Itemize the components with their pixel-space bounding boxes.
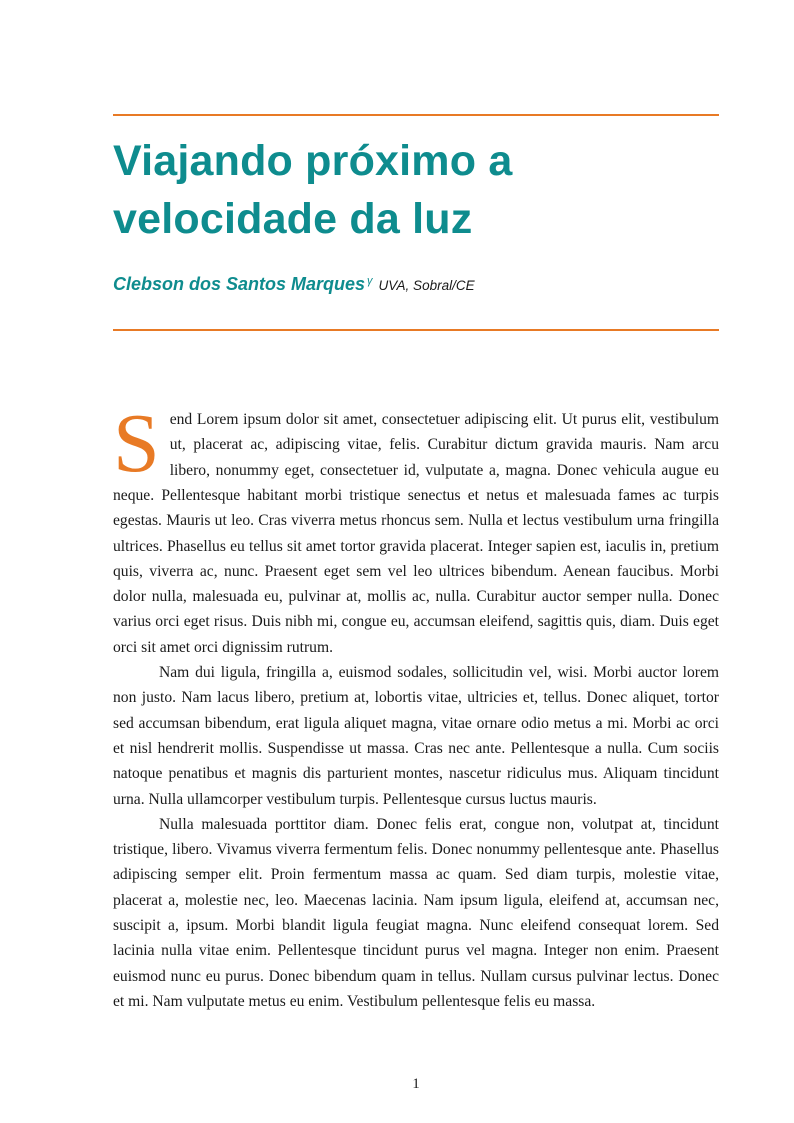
author-rule	[113, 329, 719, 331]
paragraph-1-text: end Lorem ipsum dolor sit amet, consectetuer adipiscing elit. Ut purus elit, vestibulum ut, placerat ac, adipiscing vitae, felis. Curabitur dictum gravida mauris. Nam arcu libero, nonummy eget, consectetuer id, vulputate a, magna. Donec vehicula augue eu neque. Pellentesque habitant morbi tristique senectus et netus et malesuada fames ac turpis egestas. Mauris ut leo. Cras viverra metus rhoncus sem. Nulla et lectus vestibulum urna fringilla ultrices. Phasellus eu tellus sit amet tortor gravida placerat. Integer sapien est, iaculis in, pretium quis, viverra ac, nunc. Praesent eget sem vel leo ultrices bibendum. Aenean faucibus. Morbi dolor nulla, malesuada eu, pulvinar at, mollis ac, nulla. Curabitur auctor semper nulla. Donec varius orci eget risus. Duis nibh mi, congue eu, accumsan eleifend, sagittis quis, diam. Duis eget orci sit amet orci dignissim rutrum.	[113, 411, 719, 656]
paragraph-3: Nulla malesuada porttitor diam. Donec felis erat, congue non, volutpat at, tincidunt tristique, libero. Vivamus viverra fermentum felis. Donec nonummy pellentesque ante. Phasellus adipiscing semper elit. Proin fermentum massa ac quam. Sed diam turpis, molestie vitae, placerat a, molestie nec, leo. Maecenas lacinia. Nam ipsum ligula, eleifend at, accumsan nec, suscipit a, ipsum. Morbi blandit ligula feugiat magna. Nunc eleifend consequat lorem. Sed lacinia nulla vitae enim. Pellentesque tincidunt purus vel magna. Integer non enim. Praesent euismod nunc eu purus. Donec bibendum quam in tellus. Nullam cursus pulvinar lectus. Donec et mi. Nam vulputate metus eu enim. Vestibulum pellentesque felis eu massa.	[113, 815, 719, 1010]
dropcap-letter: S	[113, 397, 160, 491]
paragraph-1	[113, 397, 719, 660]
page-number: 1	[412, 1076, 420, 1092]
page-title	[113, 132, 719, 248]
paragraph-2: Nam dui ligula, fringilla a, euismod sodales, sollicitudin vel, wisi. Morbi auctor lorem non justo. Nam lacus libero, pretium at, lobortis vitae, ultricies et, tellus. Donec aliquet, tortor sed accumsan bibendum, erat ligula aliquet magna, vitae ornare odio metus a mi. Morbi ac orci et nisl hendrerit mollis. Suspendisse ut massa. Cras nec ante. Pellentesque a nulla. Cum sociis natoque penatibus et magnis dis parturient montes, nascetur ridiculus mus. Aliquam tincidunt urna. Nulla ullamcorper vestibulum turpis. Pellentesque cursus luctus mauris.	[113, 664, 719, 808]
author-name: Clebson dos Santos Marques	[113, 274, 366, 295]
document-body	[113, 397, 719, 1014]
title-line-1: Viajando próximo a	[113, 137, 513, 185]
author-superscript: γ	[367, 274, 373, 287]
title-line-2: velocidade da luz	[113, 195, 473, 244]
author-affiliation: UVA, Sobral/CE	[378, 278, 475, 294]
top-rule	[113, 114, 719, 116]
author-line	[113, 274, 719, 295]
content-column	[113, 0, 719, 1014]
